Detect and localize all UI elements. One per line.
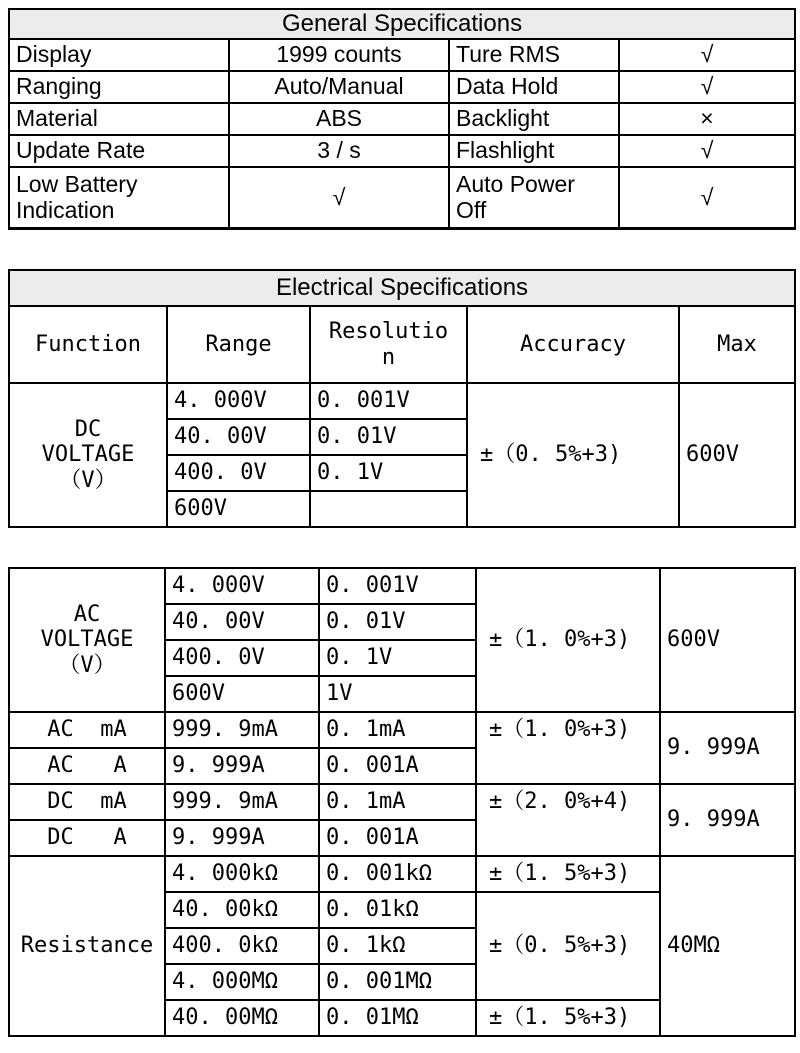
function-cell: Resistance bbox=[9, 856, 165, 1036]
spec-row bbox=[9, 135, 795, 167]
electrical-specifications-table bbox=[8, 269, 796, 528]
table-row bbox=[9, 784, 795, 820]
range-cell: 400. 0kΩ bbox=[165, 928, 319, 964]
resolution-cell: 0. 1V bbox=[310, 455, 467, 491]
resolution-cell: 0. 001MΩ bbox=[319, 964, 476, 1000]
function-line: DC bbox=[74, 417, 102, 443]
resolution-cell: 1V bbox=[319, 676, 476, 712]
range-cell: 4. 000MΩ bbox=[165, 964, 319, 1000]
range-cell: 4. 000V bbox=[165, 568, 319, 604]
function-cell bbox=[9, 568, 165, 712]
spec-feature-line: Auto Power bbox=[456, 170, 575, 197]
resolution-cell: 0. 01kΩ bbox=[319, 892, 476, 928]
table-row bbox=[9, 383, 795, 419]
resolution-cell: 0. 1V bbox=[319, 640, 476, 676]
spec-feature: Ture RMS bbox=[449, 39, 619, 71]
resolution-header bbox=[310, 306, 467, 383]
resolution-cell: 0. 01MΩ bbox=[319, 1000, 476, 1036]
spec-value: Auto/Manual bbox=[229, 71, 449, 103]
spec-row bbox=[9, 71, 795, 103]
range-cell: 9. 999A bbox=[165, 748, 319, 784]
spec-value: ABS bbox=[229, 103, 449, 135]
accuracy-cell: ±（0. 5%+3) bbox=[476, 892, 660, 1000]
resolution-cell: 0. 001A bbox=[319, 820, 476, 856]
resolution-cell: 0. 01V bbox=[310, 419, 467, 455]
spec-label-line: Low Battery bbox=[16, 170, 138, 197]
resolution-cell: 0. 1kΩ bbox=[319, 928, 476, 964]
spec-label: Material bbox=[9, 103, 229, 135]
range-cell: 4. 000kΩ bbox=[165, 856, 319, 892]
spec-value: 3 / s bbox=[229, 135, 449, 167]
range-cell: 999. 9mA bbox=[165, 784, 319, 820]
range-cell: 400. 0V bbox=[165, 640, 319, 676]
function-line: （V） bbox=[58, 652, 116, 678]
accuracy-cell: ±（0. 5%+3) bbox=[467, 383, 679, 527]
max-header: Max bbox=[679, 306, 795, 383]
column-header-row bbox=[9, 306, 795, 383]
accuracy-cell: ±（1. 5%+3) bbox=[476, 1000, 660, 1036]
range-cell: 40. 00V bbox=[165, 604, 319, 640]
resolution-header-line: Resolutio bbox=[328, 319, 449, 345]
table-row bbox=[9, 856, 795, 892]
spec-mark: √ bbox=[619, 135, 795, 167]
resolution-cell: 0. 01V bbox=[319, 604, 476, 640]
spec-mark: √ bbox=[619, 39, 795, 71]
spec-label: Display bbox=[9, 39, 229, 71]
max-cell: 600V bbox=[660, 568, 795, 712]
max-cell: 9. 999A bbox=[660, 712, 795, 784]
function-cell: AC mA bbox=[9, 712, 165, 748]
spec-mark: × bbox=[619, 103, 795, 135]
accuracy-cell: ±（1. 0%+3) bbox=[476, 568, 660, 712]
spec-mark: √ bbox=[619, 167, 795, 229]
range-cell: 400. 0V bbox=[167, 455, 310, 491]
max-cell: 9. 999A bbox=[660, 784, 795, 856]
spec-feature-line: Off bbox=[456, 197, 487, 224]
function-cell: DC A bbox=[9, 820, 165, 856]
range-header: Range bbox=[167, 306, 310, 383]
spec-feature: Backlight bbox=[449, 103, 619, 135]
resolution-cell: 0. 1mA bbox=[319, 784, 476, 820]
range-cell: 9. 999A bbox=[165, 820, 319, 856]
accuracy-cell: ±（1. 0%+3) bbox=[476, 712, 660, 784]
resolution-cell: 0. 1mA bbox=[319, 712, 476, 748]
accuracy-cell: ±（1. 5%+3) bbox=[476, 856, 660, 892]
resolution-header-line: n bbox=[381, 344, 396, 370]
resolution-cell bbox=[310, 491, 467, 527]
spec-row bbox=[9, 167, 795, 229]
spec-label: Update Rate bbox=[9, 135, 229, 167]
spec-feature: Flashlight bbox=[449, 135, 619, 167]
function-line: AC bbox=[73, 602, 101, 628]
table-row bbox=[9, 568, 795, 604]
general-specifications-table bbox=[8, 8, 796, 230]
range-cell: 40. 00MΩ bbox=[165, 1000, 319, 1036]
general-specifications-title: General Specifications bbox=[9, 9, 795, 39]
table-row bbox=[9, 712, 795, 748]
function-cell bbox=[9, 383, 167, 527]
spec-mark: √ bbox=[619, 71, 795, 103]
range-cell: 999. 9mA bbox=[165, 712, 319, 748]
resolution-cell: 0. 001kΩ bbox=[319, 856, 476, 892]
range-cell: 600V bbox=[167, 491, 310, 527]
resolution-cell: 0. 001V bbox=[310, 383, 467, 419]
function-cell: AC A bbox=[9, 748, 165, 784]
range-cell: 40. 00V bbox=[167, 419, 310, 455]
electrical-specifications-continued-table bbox=[8, 567, 796, 1037]
spec-feature: Data Hold bbox=[449, 71, 619, 103]
spec-value: √ bbox=[229, 167, 449, 229]
resolution-cell: 0. 001V bbox=[319, 568, 476, 604]
spec-label bbox=[9, 167, 229, 229]
spec-row bbox=[9, 39, 795, 71]
resolution-cell: 0. 001A bbox=[319, 748, 476, 784]
range-cell: 40. 00kΩ bbox=[165, 892, 319, 928]
spec-row bbox=[9, 103, 795, 135]
max-cell: 600V bbox=[679, 383, 795, 527]
function-header: Function bbox=[9, 306, 167, 383]
function-line: VOLTAGE bbox=[41, 442, 135, 468]
spec-feature bbox=[449, 167, 619, 229]
accuracy-cell: ±（2. 0%+4) bbox=[476, 784, 660, 856]
spec-value: 1999 counts bbox=[229, 39, 449, 71]
electrical-specifications-title: Electrical Specifications bbox=[9, 270, 795, 306]
spec-label: Ranging bbox=[9, 71, 229, 103]
range-cell: 600V bbox=[165, 676, 319, 712]
function-line: （V） bbox=[59, 467, 117, 493]
range-cell: 4. 000V bbox=[167, 383, 310, 419]
accuracy-header: Accuracy bbox=[467, 306, 679, 383]
function-line: VOLTAGE bbox=[40, 627, 134, 653]
function-cell: DC mA bbox=[9, 784, 165, 820]
max-cell: 40MΩ bbox=[660, 856, 795, 1036]
spec-label-line: Indication bbox=[16, 197, 115, 224]
